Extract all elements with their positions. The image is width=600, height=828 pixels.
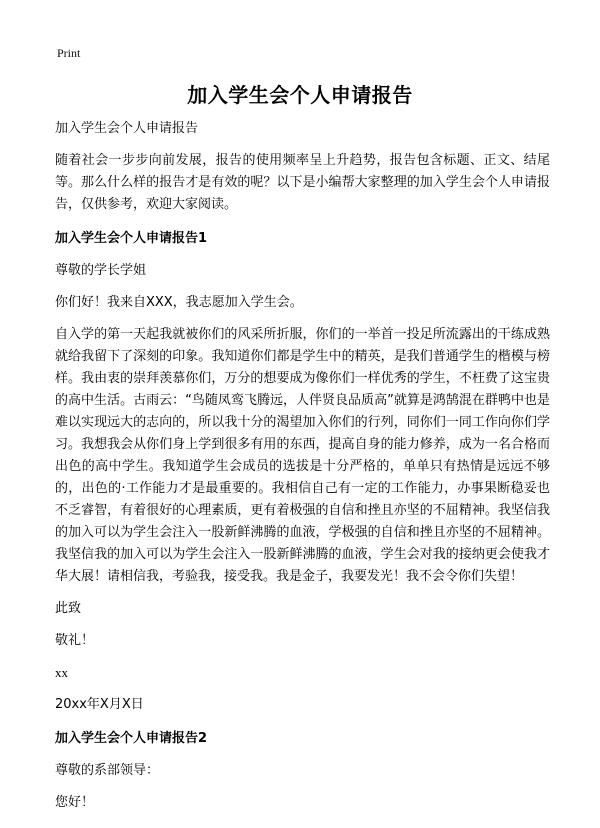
section1-hello: 你们好！我来自XXX，我志愿加入学生会。 <box>55 295 303 310</box>
closing-line-2: 敬礼！ <box>55 633 95 648</box>
document-body <box>55 118 550 814</box>
document-subtitle: 加入学生会个人申请报告 <box>55 121 199 136</box>
closing-line-1: 此致 <box>55 601 82 616</box>
section1-body: 自入学的第一天起我就被你们的风采所折服，你们的一举首一投足所流露出的干练成熟就给我留下了深刻的印象。我知道你们都是学生中的精英，是我们普通学生的楷模与榜样。我由衷的崇拜羡慕你们，万分的想要成为像你们一样优秀的学生，不枉费了这宝贵的高中生活。古雨云：“鸟随凤鸾飞腾远，人伴贤良品质高”就算是鸿鹄混在群鸭中也是难以实现远大的志向的，所以我十分的渴望加入你们的行列，同你们一同工作向你们学习。我想我会从你们身上学到很多有用的东西，提高自身的能力修养，成为一名合格而出色的高中学生。我知道学生会成员的选拔是十分严格的，单单只有热情是远远不够的，出色的·工作能力才是最重要的。我相信自己有一定的工作能力，办事果断稳妥也不乏睿智，有着很好的心理素质，更有着极强的自信和挫且亦坚的不屈精神。我坚信我的加入可以为学生会注入一股新鲜沸腾的血液，学极强的自信和挫且亦坚的不屈精神。我坚信我的加入可以为学生会注入一股新鲜沸腾的血液，学生会对我的接纳更会使我才华大展！请相信我，考验我，接受我。我是金子，我要发光！我不会令你们失望！ <box>55 327 550 584</box>
date-line: 20xx年X月X日 <box>55 697 144 712</box>
section2-heading: 加入学生会个人申请报告2 <box>55 731 208 746</box>
print-link[interactable]: Print <box>57 46 81 60</box>
signature: xx <box>55 665 68 680</box>
section2-hello: 您好！ <box>55 795 95 810</box>
intro-paragraph: 随着社会一步步向前发展，报告的使用频率呈上升趋势，报告包含标题、正文、结尾等。那么什么样的报告才是有效的呢？以下是小编帮大家整理的加入学生会个人申请报告，仅供参考，欢迎大家阅读。 <box>55 153 550 212</box>
section2-greeting: 尊敬的系部领导： <box>55 763 160 778</box>
section1-greeting: 尊敬的学长学姐 <box>55 263 147 278</box>
section1-heading: 加入学生会个人申请报告1 <box>55 231 208 246</box>
page-title: 加入学生会个人申请报告 <box>187 83 413 107</box>
